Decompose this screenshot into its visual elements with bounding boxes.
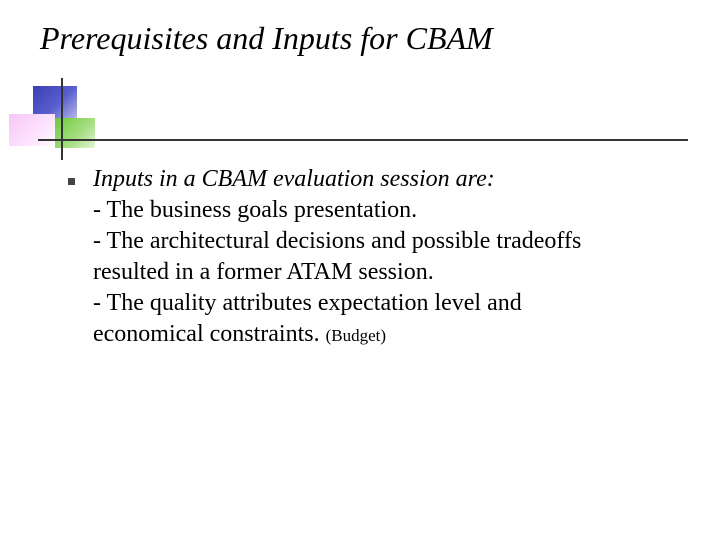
- decorative-vertical-rule: [61, 78, 63, 160]
- bullet-line-text: economical constraints.: [93, 321, 320, 347]
- bullet-line: - The business goals presentation.: [93, 197, 418, 223]
- slide-title: Prerequisites and Inputs for CBAM: [40, 20, 493, 56]
- bullet-body: [93, 164, 693, 351]
- bullet-heading: Inputs in a CBAM evaluation session are:: [93, 166, 495, 192]
- bullet-line: - The architectural decisions and possible tradeoffs: [93, 228, 582, 254]
- budget-note: (Budget): [325, 326, 387, 345]
- bullet-line-last: [93, 319, 693, 351]
- title-divider-rule: [38, 139, 688, 141]
- bullet-square-icon: [68, 178, 75, 185]
- decorative-pink-square: [9, 114, 55, 146]
- bullet-line: - The quality attributes expectation level and: [93, 290, 522, 316]
- bullet-line: resulted in a former ATAM session.: [93, 259, 434, 285]
